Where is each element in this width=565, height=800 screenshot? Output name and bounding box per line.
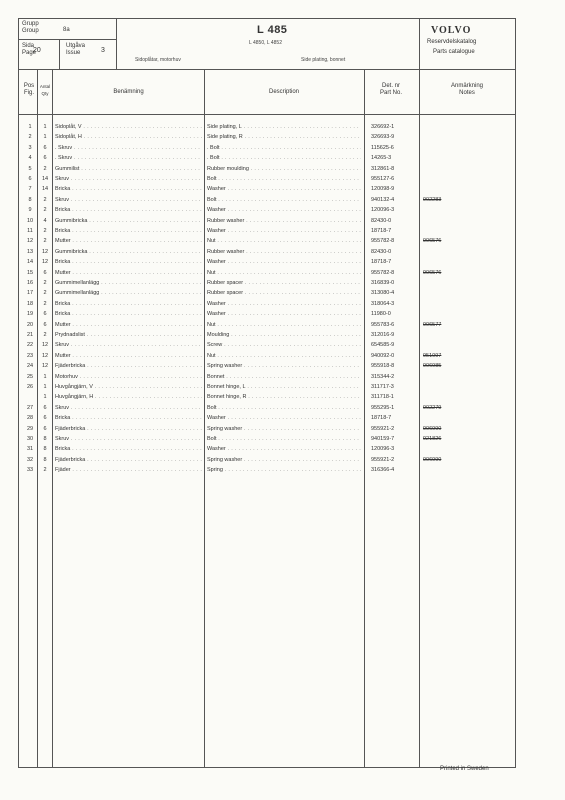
part-number-cell: 82430-0 bbox=[371, 248, 392, 255]
part-number-cell: 318064-3 bbox=[371, 300, 395, 307]
col-pos-header: Pos Fig. bbox=[23, 83, 35, 96]
qty-cell: 14 bbox=[41, 176, 49, 182]
part-number-cell: 312016-9 bbox=[371, 332, 395, 338]
qty-cell: 1 bbox=[43, 384, 47, 390]
table-row bbox=[19, 174, 515, 184]
description-cell: Washer . . . bbox=[207, 257, 361, 267]
catalog-en: Parts catalogue bbox=[433, 49, 475, 55]
table-row bbox=[19, 382, 515, 392]
table-row bbox=[19, 424, 515, 434]
pos-cell: 16 bbox=[26, 280, 34, 286]
benamning-cell: Mutter . . . bbox=[55, 268, 202, 278]
benamning-cell: Prydnadslist . . . bbox=[55, 330, 202, 340]
pos-cell: 5 bbox=[28, 165, 32, 172]
table-row bbox=[19, 195, 515, 205]
pos-cell: 21 bbox=[26, 332, 34, 338]
benamning-cell: Skruv . . . bbox=[55, 340, 202, 350]
part-number-cell: 313080-4 bbox=[371, 290, 395, 297]
note-cell: 906990 bbox=[423, 456, 442, 463]
description-cell: Nut . . . bbox=[207, 236, 361, 246]
part-number-cell: 955782-8 bbox=[371, 238, 395, 245]
col-qty-header: Antal Qty bbox=[39, 84, 51, 96]
description-cell: Moulding . . . bbox=[207, 330, 361, 340]
benamning-cell: Bricka . . . bbox=[55, 444, 202, 454]
description-cell: Washer . . . bbox=[207, 226, 361, 236]
benamning-cell: Gummibricka . . . bbox=[55, 247, 202, 257]
description-cell: Side plating, L . . . bbox=[207, 122, 361, 132]
table-row bbox=[19, 320, 515, 330]
benamning-cell: Bricka . . . bbox=[55, 309, 202, 319]
qty-cell: 1 bbox=[43, 134, 47, 141]
title-en: Side plating, bonnet bbox=[301, 57, 346, 63]
sida-label: Sida Page bbox=[22, 43, 37, 56]
part-number-cell: 955127-6 bbox=[371, 176, 395, 182]
table-row bbox=[19, 434, 515, 444]
qty-cell: 2 bbox=[43, 207, 47, 214]
table-row bbox=[19, 455, 515, 465]
qty-cell: 8 bbox=[43, 456, 47, 463]
pos-cell: 20 bbox=[26, 321, 34, 328]
benamning-cell: Bricka . . . bbox=[55, 205, 202, 215]
description-cell: Nut . . . bbox=[207, 320, 361, 330]
pos-cell: 30 bbox=[26, 436, 34, 442]
benamning-cell: Skruv . . . bbox=[55, 174, 202, 184]
pos-cell: 1 bbox=[28, 124, 32, 130]
pos-cell: 17 bbox=[26, 290, 34, 297]
benamning-cell: Bricka . . . bbox=[55, 184, 202, 194]
part-number-cell: 14265-3 bbox=[371, 155, 392, 162]
qty-cell: 4 bbox=[43, 217, 47, 224]
qty-cell: 1 bbox=[43, 373, 47, 380]
qty-cell: 12 bbox=[41, 363, 49, 370]
pos-cell: 29 bbox=[26, 425, 34, 432]
part-number-cell: 326692-1 bbox=[371, 124, 395, 130]
table-row bbox=[19, 236, 515, 246]
qty-cell: 6 bbox=[43, 415, 47, 422]
part-number-cell: 955782-8 bbox=[371, 269, 395, 276]
table-row bbox=[19, 465, 515, 475]
table-row bbox=[19, 288, 515, 298]
note-cell: 921826 bbox=[423, 436, 442, 442]
benamning-cell: Mutter . . . bbox=[55, 320, 202, 330]
table-row bbox=[19, 444, 515, 454]
catalog-sv: Reservdelskatalog bbox=[427, 39, 477, 45]
qty-cell: 6 bbox=[43, 311, 47, 318]
qty-cell: 12 bbox=[41, 352, 49, 359]
description-cell: Rubber spacer . . . bbox=[207, 278, 361, 288]
benamning-cell: Gummimellanlägg . . . bbox=[55, 278, 202, 288]
qty-cell: 8 bbox=[43, 436, 47, 442]
part-number-cell: 120096-3 bbox=[371, 207, 395, 214]
table-row bbox=[19, 340, 515, 350]
qty-cell: 12 bbox=[41, 259, 49, 266]
header-divider bbox=[419, 19, 420, 69]
table-row bbox=[19, 372, 515, 382]
description-cell: Nut . . . bbox=[207, 268, 361, 278]
header-divider bbox=[19, 39, 116, 40]
table-row bbox=[19, 351, 515, 361]
qty-cell: 2 bbox=[43, 290, 47, 297]
description-cell: Bolt . . . bbox=[207, 434, 361, 444]
description-cell: Rubber spacer . . . bbox=[207, 288, 361, 298]
description-cell: Spring washer . . . bbox=[207, 424, 361, 434]
header-divider bbox=[59, 39, 60, 69]
benamning-cell: . Skruv . . . bbox=[55, 143, 202, 153]
description-cell: Bonnet . . . bbox=[207, 372, 361, 382]
qty-cell: 2 bbox=[43, 280, 47, 286]
printed-in-sweden: Printed in Sweden bbox=[440, 766, 489, 772]
table-row bbox=[19, 392, 515, 402]
pos-cell: 19 bbox=[26, 311, 34, 318]
table-row bbox=[19, 330, 515, 340]
qty-cell: 2 bbox=[43, 467, 47, 474]
table-row bbox=[19, 257, 515, 267]
benamning-cell: Gummimellanlägg . . . bbox=[55, 288, 202, 298]
qty-cell: 6 bbox=[43, 425, 47, 432]
header-divider bbox=[116, 19, 117, 69]
part-number-cell: 940092-0 bbox=[371, 352, 395, 359]
part-number-cell: 316366-4 bbox=[371, 467, 395, 474]
qty-cell: 2 bbox=[43, 238, 47, 245]
qty-cell: 8 bbox=[43, 446, 47, 453]
description-cell: Spring washer . . . bbox=[207, 361, 361, 371]
benamning-cell: Fjäderbricka . . . bbox=[55, 455, 202, 465]
table-row bbox=[19, 361, 515, 371]
grupp-value: 8a bbox=[63, 27, 70, 33]
part-number-cell: 955918-8 bbox=[371, 363, 395, 370]
description-cell: Washer . . . bbox=[207, 413, 361, 423]
pos-cell: 18 bbox=[26, 300, 34, 307]
pos-cell: 4 bbox=[28, 155, 32, 162]
part-number-cell: 326693-9 bbox=[371, 134, 395, 141]
benamning-cell: Sidoplåt, H . . . bbox=[55, 132, 202, 142]
utgava-label: Utgåva Issue bbox=[66, 43, 86, 56]
pos-cell: 15 bbox=[26, 269, 34, 276]
description-cell: Bonnet hinge, L . . . bbox=[207, 382, 361, 392]
qty-cell: 2 bbox=[43, 332, 47, 338]
part-number-cell: 311717-3 bbox=[371, 384, 394, 390]
description-cell: Bolt . . . bbox=[207, 174, 361, 184]
part-number-cell: 316839-0 bbox=[371, 280, 395, 286]
description-cell: Bolt . . . bbox=[207, 403, 361, 413]
part-number-cell: 312861-8 bbox=[371, 165, 395, 172]
part-number-cell: 18718-7 bbox=[371, 228, 392, 234]
table-row bbox=[19, 164, 515, 174]
benamning-cell: Bricka . . . bbox=[55, 226, 202, 236]
pos-cell: 10 bbox=[26, 217, 34, 224]
table-row bbox=[19, 299, 515, 309]
table-row bbox=[19, 143, 515, 153]
note-cell: 902279 bbox=[423, 404, 442, 411]
table-row bbox=[19, 278, 515, 288]
pos-cell: 28 bbox=[26, 415, 34, 422]
col-partno-header: Det. nr Part No. bbox=[379, 83, 402, 96]
part-number-cell: 315344-2 bbox=[371, 373, 395, 380]
part-number-cell: 82430-0 bbox=[371, 217, 392, 224]
note-cell: 906576 bbox=[423, 269, 442, 276]
description-cell: Side plating, R . . . bbox=[207, 132, 361, 142]
model-variants: L 4850, L 4852 bbox=[249, 40, 282, 46]
benamning-cell: Bricka . . . bbox=[55, 299, 202, 309]
description-cell: Washer . . . bbox=[207, 299, 361, 309]
col-benamning-header: Benämning bbox=[113, 89, 144, 95]
catalog-page bbox=[18, 18, 516, 768]
description-cell: Rubber washer . . . bbox=[207, 216, 361, 226]
table-row bbox=[19, 216, 515, 226]
pos-cell: 26 bbox=[26, 384, 34, 390]
description-cell: Bonnet hinge, R . . . bbox=[207, 392, 361, 402]
pos-cell: 31 bbox=[26, 446, 34, 453]
part-number-cell: 955921-2 bbox=[371, 456, 395, 463]
table-row bbox=[19, 226, 515, 236]
table-row bbox=[19, 247, 515, 257]
description-cell: Washer . . . bbox=[207, 205, 361, 215]
title-sv: Sidoplåtar, motorhuv bbox=[135, 57, 181, 63]
benamning-cell: Skruv . . . bbox=[55, 195, 202, 205]
part-number-cell: 311718-1 bbox=[371, 394, 394, 401]
part-number-cell: 940159-7 bbox=[371, 436, 395, 442]
benamning-cell: Mutter . . . bbox=[55, 236, 202, 246]
pos-cell: 14 bbox=[26, 259, 34, 266]
benamning-cell: Sidoplåt, V . . . bbox=[55, 122, 202, 132]
benamning-cell: Skruv . . . bbox=[55, 434, 202, 444]
description-cell: Rubber moulding . . . bbox=[207, 164, 361, 174]
part-number-cell: 955295-1 bbox=[371, 404, 395, 411]
note-cell: 906577 bbox=[423, 321, 442, 328]
pos-cell: 23 bbox=[26, 352, 34, 359]
table-row bbox=[19, 309, 515, 319]
qty-cell: 6 bbox=[43, 155, 47, 162]
benamning-cell: Fjäderbricka . . . bbox=[55, 361, 202, 371]
description-cell: Washer . . . bbox=[207, 444, 361, 454]
utgava-value: 3 bbox=[101, 47, 105, 54]
description-cell: Rubber washer . . . bbox=[207, 247, 361, 257]
description-cell: Spring washer . . . bbox=[207, 455, 361, 465]
grupp-label: Grupp Group bbox=[22, 21, 39, 34]
pos-cell: 9 bbox=[28, 207, 32, 214]
pos-cell: 32 bbox=[26, 456, 34, 463]
qty-cell: 1 bbox=[43, 124, 47, 130]
benamning-cell: Motorhuv . . . bbox=[55, 372, 202, 382]
description-cell: . Bolt . . . bbox=[207, 153, 361, 163]
pos-cell: 2 bbox=[28, 134, 32, 141]
part-number-cell: 940132-4 bbox=[371, 196, 395, 203]
pos-cell: 27 bbox=[26, 404, 34, 411]
benamning-cell: Gummibricka . . . bbox=[55, 216, 202, 226]
note-cell: 906985 bbox=[423, 363, 442, 370]
volvo-logo: VOLVO bbox=[431, 25, 472, 36]
benamning-cell: Huvgångjärn, V . . . bbox=[55, 382, 202, 392]
note-cell: 902283 bbox=[423, 196, 442, 203]
benamning-cell: Fjäderbricka . . . bbox=[55, 424, 202, 434]
table-row bbox=[19, 205, 515, 215]
part-number-cell: 120096-3 bbox=[371, 446, 395, 453]
table-row bbox=[19, 403, 515, 413]
description-cell: Screw . . . bbox=[207, 340, 361, 350]
qty-cell: 2 bbox=[43, 165, 47, 172]
pos-cell: 12 bbox=[26, 238, 34, 245]
page-header bbox=[19, 19, 515, 70]
benamning-cell: Gummilist . . . bbox=[55, 164, 202, 174]
description-cell: Washer . . . bbox=[207, 184, 361, 194]
description-cell: Nut . . . bbox=[207, 351, 361, 361]
part-number-cell: 120098-9 bbox=[371, 186, 395, 193]
pos-cell: 25 bbox=[26, 373, 34, 380]
qty-cell: 14 bbox=[41, 186, 49, 193]
pos-cell: 22 bbox=[26, 342, 34, 349]
col-description-header: Description bbox=[268, 89, 299, 95]
benamning-cell: Bricka . . . bbox=[55, 413, 202, 423]
table-row bbox=[19, 184, 515, 194]
pos-cell: 33 bbox=[26, 467, 34, 474]
description-cell: Bolt . . . bbox=[207, 195, 361, 205]
note-cell: 951097 bbox=[423, 352, 442, 359]
qty-cell: 6 bbox=[43, 404, 47, 411]
part-number-cell: 654585-9 bbox=[371, 342, 395, 349]
benamning-cell: Huvgångjärn, H . . . bbox=[55, 392, 202, 402]
pos-cell: 7 bbox=[28, 186, 32, 193]
pos-cell: 24 bbox=[26, 363, 34, 370]
pos-cell: 6 bbox=[28, 176, 32, 182]
part-number-cell: 955783-6 bbox=[371, 321, 395, 328]
table-row bbox=[19, 153, 515, 163]
qty-cell: 2 bbox=[43, 196, 47, 203]
description-cell: Spring . . . bbox=[207, 465, 361, 475]
part-number-cell: 18718-7 bbox=[371, 259, 392, 266]
qty-cell: 1 bbox=[43, 394, 47, 401]
qty-cell: 2 bbox=[43, 228, 47, 234]
table-row bbox=[19, 268, 515, 278]
qty-cell: 6 bbox=[43, 144, 47, 151]
part-number-cell: 955921-2 bbox=[371, 425, 395, 432]
qty-cell: 6 bbox=[43, 269, 47, 276]
qty-cell: 12 bbox=[41, 248, 49, 255]
table-row bbox=[19, 132, 515, 142]
model-title: L 485 bbox=[257, 24, 288, 36]
sida-value: 20 bbox=[33, 47, 41, 54]
benamning-cell: Mutter . . . bbox=[55, 351, 202, 361]
pos-cell: 13 bbox=[26, 248, 34, 255]
benamning-cell: . Skruv . . . bbox=[55, 153, 202, 163]
column-header-divider bbox=[19, 114, 515, 115]
qty-cell: 6 bbox=[43, 321, 47, 328]
note-cell: 906990 bbox=[423, 425, 442, 432]
part-number-cell: 115625-6 bbox=[371, 144, 394, 151]
note-cell: 906576 bbox=[423, 238, 442, 245]
description-cell: . Bolt . . . bbox=[207, 143, 361, 153]
pos-cell: 8 bbox=[28, 196, 32, 203]
col-notes-header: Anmärkning Notes bbox=[450, 83, 483, 96]
pos-cell: 11 bbox=[27, 228, 33, 234]
benamning-cell: Skruv . . . bbox=[55, 403, 202, 413]
part-number-cell: 11980-0 bbox=[371, 311, 391, 318]
qty-cell: 12 bbox=[41, 342, 49, 349]
table-row bbox=[19, 413, 515, 423]
qty-cell: 2 bbox=[43, 300, 47, 307]
table-row bbox=[19, 122, 515, 132]
part-number-cell: 18718-7 bbox=[371, 415, 392, 422]
description-cell: Washer . . . bbox=[207, 309, 361, 319]
benamning-cell: Bricka . . . bbox=[55, 257, 202, 267]
pos-cell: 3 bbox=[28, 144, 32, 151]
benamning-cell: Fjäder . . . bbox=[55, 465, 202, 475]
